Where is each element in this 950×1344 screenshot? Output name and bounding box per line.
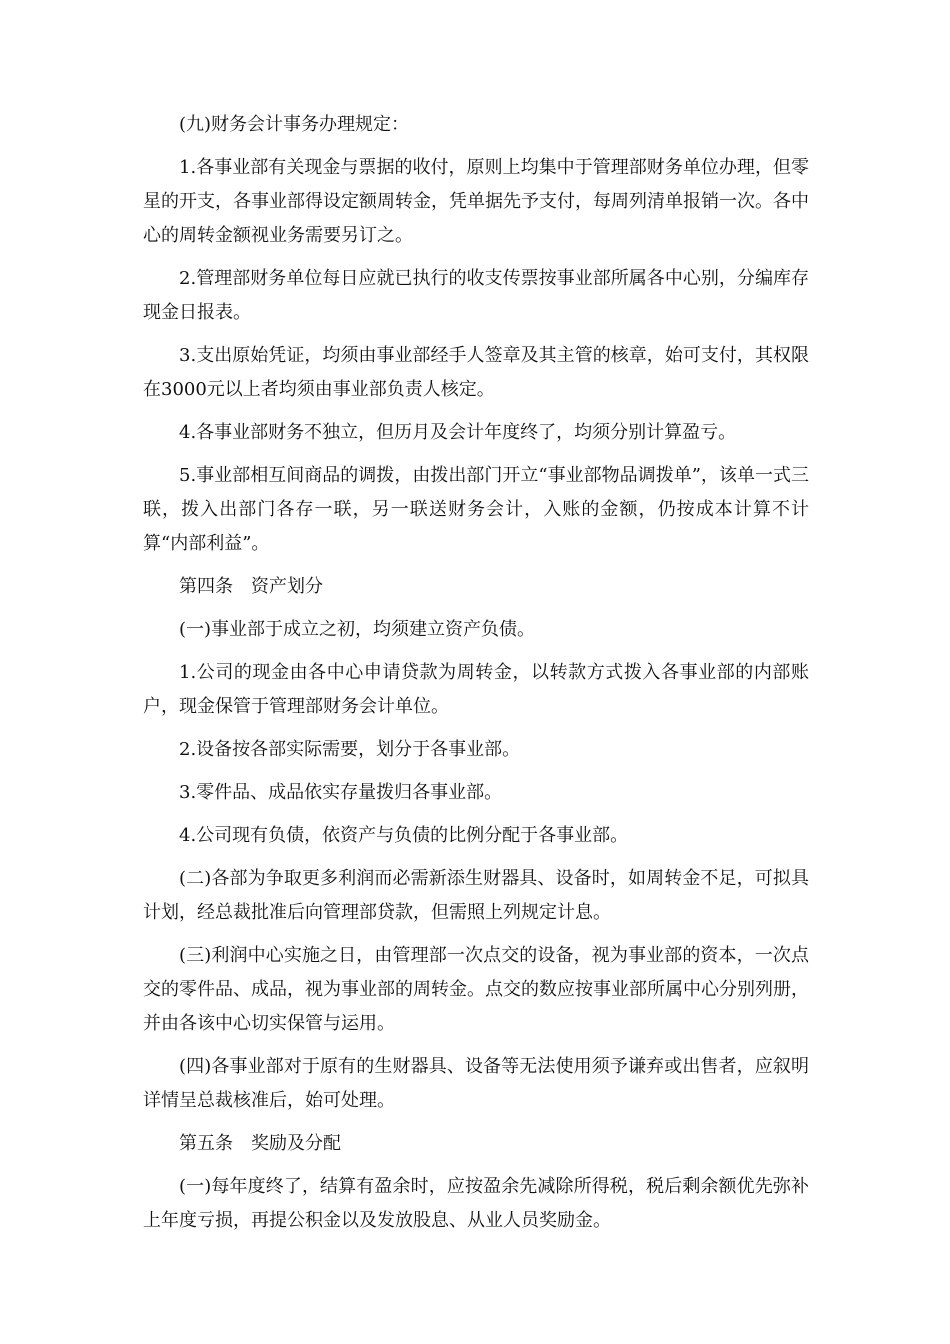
paragraph-section-1: (一)事业部于成立之初，均须建立资产负债。 (179, 619, 536, 640)
document-body (143, 108, 809, 1247)
paragraph-item-3: 3.支出原始凭证，均须由事业部经手人签章及其主管的核章，始可支付，其权限在3000元以上者均须由事业部负责人核定。 (143, 345, 809, 400)
paragraph-item-2: 2.管理部财务单位每日应就已执行的收支传票按事业部所属各中心别，分编库存现金日报表。 (143, 268, 809, 323)
paragraph-asset-item-3: 3.零件品、成品依实存量拨归各事业部。 (179, 782, 503, 803)
paragraph-asset-item-1: 1.公司的现金由各中心申请贷款为周转金，以转款方式拨入各事业部的内部账户，现金保管于管理部财务会计单位。 (143, 662, 809, 717)
section-heading-finance-rules: (九)财务会计事务办理规定： (179, 114, 410, 135)
article-heading-4: 第四条 资产划分 (179, 576, 323, 597)
article-heading-5: 第五条 奖励及分配 (179, 1133, 341, 1154)
paragraph-section-3: (三)利润中心实施之日，由管理部一次点交的设备，视为事业部的资本，一次点交的零件品、成品，视为事业部的周转金。点交的数应按事业部所属中心分别列册，并由各该中心切实保管与运用。 (143, 945, 809, 1034)
paragraph-item-5: 5.事业部相互间商品的调拨，由拨出部门开立“事业部物品调拨单”，该单一式三联，拨入出部门各存一联，另一联送财务会计，入账的金额，仍按成本计算不计算“内部利益”。 (143, 465, 809, 554)
paragraph-reward-section-1: (一)每年度终了，结算有盈余时，应按盈余先减除所得税，税后剩余额优先弥补上年度亏损，再提公积金以及发放股息、从业人员奖励金。 (143, 1176, 809, 1231)
paragraph-section-2: (二)各部为争取更多利润而必需新添生财器具、设备时，如周转金不足，可拟具计划，经总裁批准后向管理部贷款，但需照上列规定计息。 (143, 868, 809, 923)
paragraph-asset-item-2: 2.设备按各部实际需要，划分于各事业部。 (179, 739, 521, 760)
paragraph-item-4: 4.各事业部财务不独立，但历月及会计年度终了，均须分别计算盈亏。 (179, 422, 737, 443)
paragraph-item-1: 1.各事业部有关现金与票据的收付，原则上均集中于管理部财务单位办理，但零星的开支，各事业部得设定额周转金，凭单据先予支付，每周列清单报销一次。各中心的周转金额视业务需要另订之。 (143, 157, 809, 246)
paragraph-section-4: (四)各事业部对于原有的生财器具、设备等无法使用须予谦弃或出售者，应叙明详情呈总裁核准后，始可处理。 (143, 1056, 809, 1111)
paragraph-asset-item-4: 4.公司现有负债，依资产与负债的比例分配于各事业部。 (179, 825, 629, 846)
